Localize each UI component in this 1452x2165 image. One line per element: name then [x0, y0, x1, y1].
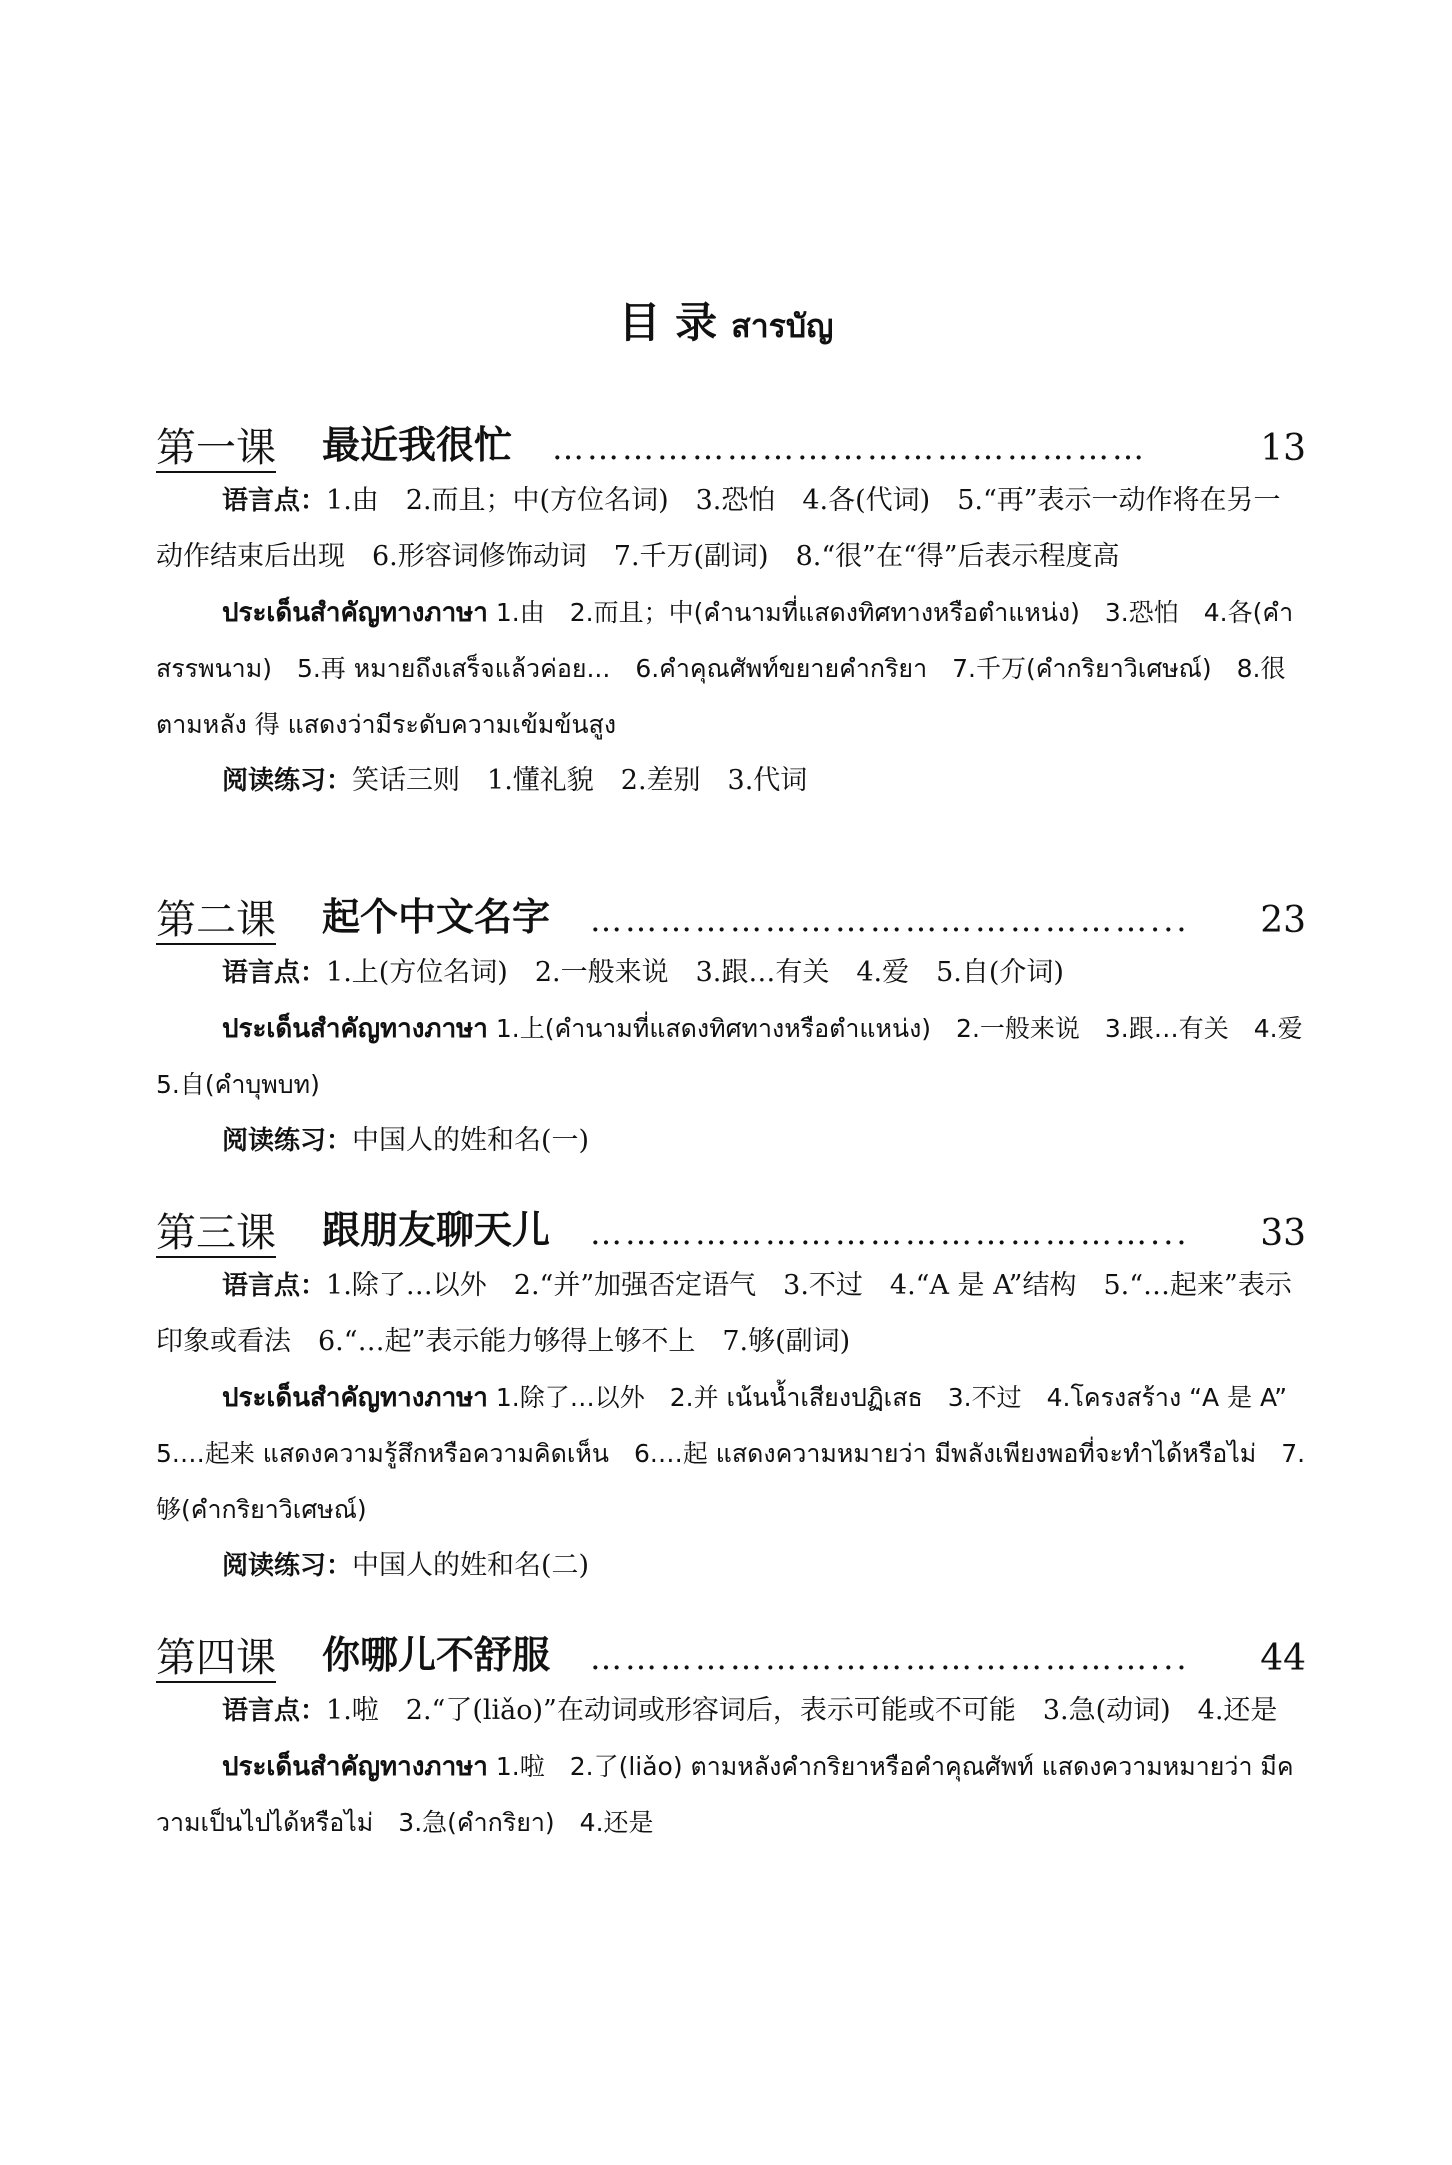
- page-number: 44: [1260, 1638, 1306, 1679]
- reading-exercise-text: 中国人的姓和名(一): [352, 1125, 590, 1156]
- language-points-thai-text: 1.啦 2.了(liǎo) ตามหลังคำกริยาหรือคำคุณศัพท์ แสดงความหมายว่า มีความเป็นไปได้หรือไม่ 3.急(คำกริยา) 4.还是: [156, 1752, 1294, 1837]
- language-points-text: 1.除了…以外 2.“并”加强否定语气 3.不过 4.“A 是 A”结构 5.“…起来”表示印象或看法 6.“…起”表示能力够得上够不上 7.够(副词): [156, 1270, 1292, 1357]
- language-points: [156, 1258, 1306, 1370]
- title-chinese: 目 录: [618, 298, 718, 347]
- language-points-text: 1.啦 2.“了(liǎo)”在动词或形容词后，表示可能或不可能 3.急(动词) 4.还是: [326, 1695, 1278, 1726]
- lesson-3: [156, 1190, 1313, 1594]
- dot-leader: …………………………………………...: [590, 1639, 1190, 1677]
- language-points-thai-label: ประเด็นสำคัญทางภาษา: [222, 598, 488, 628]
- page-number: 23: [1260, 900, 1306, 941]
- page-title: [0, 290, 1452, 352]
- language-points-text: 1.上(方位名词) 2.一般来说 3.跟…有关 4.爱 5.自(介词): [326, 957, 1064, 988]
- language-points-thai-label: ประเด็นสำคัญทางภาษา: [222, 1752, 488, 1782]
- language-points: [156, 945, 1306, 1001]
- lesson-2: [156, 877, 1328, 1169]
- language-points: [156, 473, 1306, 585]
- title-thai: สารบัญ: [731, 307, 834, 345]
- reading-exercise: [156, 753, 1306, 809]
- language-points-label: 语言点：: [222, 1696, 327, 1726]
- language-points-label: 语言点：: [222, 486, 327, 516]
- language-points-thai-label: ประเด็นสำคัญทางภาษา: [222, 1014, 488, 1044]
- language-points: [156, 1683, 1306, 1739]
- language-points-text: 1.由 2.而且；中(方位名词) 3.恐怕 4.各(代词) 5.“再”表示一动作将在另一动作结束后出现 6.形容词修饰动词 7.千万(副词) 8.“很”在“得”后表示程度高: [156, 485, 1281, 572]
- language-points-thai: [156, 585, 1306, 753]
- lesson-number: 第二课: [156, 897, 276, 943]
- language-points-thai: [156, 1001, 1328, 1113]
- lesson-title: 起个中文名字: [322, 894, 551, 939]
- language-points-thai-label: ประเด็นสำคัญทางภาษา: [222, 1383, 488, 1413]
- lesson-heading[interactable]: [156, 1190, 1306, 1258]
- language-points-thai: [156, 1370, 1313, 1538]
- language-points-thai-text: 1.除了…以外 2.并 เน้นน้ำเสียงปฏิเสธ 3.不过 4.โครงสร้าง “A 是 A” 5.…起来 แสดงความรู้สึกหรือความคิดเห็น 6.…起 แสดงความหมายว่า มีพลังเพียงพอที่จะทำได้หรือไม่ 7.够(คำกริยาวิเศษณ์): [156, 1383, 1313, 1524]
- lesson-number: 第四课: [156, 1635, 276, 1681]
- lesson-heading[interactable]: [156, 405, 1306, 473]
- language-points-thai-text: 1.由 2.而且；中(คำนามที่แสดงทิศทางหรือตำแหน่ง) 3.恐怕 4.各(คำสรรพนาม) 5.再 หมายถึงเสร็จแล้วค่อย... 6.คำคุณศัพท์ขยายคำกริยา 7.千万(คำกริยาวิเศษณ์) 8.很 ตามหลัง 得 แสดงว่ามีระดับความเข้มข้นสูง: [156, 598, 1294, 739]
- reading-exercise-text: 笑话三则 1.懂礼貌 2.差别 3.代词: [352, 765, 808, 796]
- dot-leader: ……………………………………………: [552, 429, 1148, 467]
- reading-exercise-label: 阅读练习：: [222, 1551, 353, 1581]
- language-points-label: 语言点：: [222, 1271, 327, 1301]
- reading-exercise-text: 中国人的姓和名(二): [352, 1550, 590, 1581]
- language-points-label: 语言点：: [222, 958, 327, 988]
- lesson-heading[interactable]: [156, 877, 1306, 945]
- language-points-thai-text: 1.上(คำนามที่แสดงทิศทางหรือตำแหน่ง) 2.一般来说 3.跟…有关 4.爱 5.自(คำบุพบท): [156, 1014, 1328, 1099]
- language-points-thai: [156, 1739, 1306, 1851]
- page-number: 33: [1260, 1213, 1306, 1254]
- lesson-number: 第三课: [156, 1210, 276, 1256]
- lesson-title: 跟朋友聊天儿: [322, 1207, 551, 1252]
- dot-leader: …………………………………………...: [590, 901, 1190, 939]
- lesson-title: 你哪儿不舒服: [322, 1632, 551, 1677]
- reading-exercise-label: 阅读练习：: [222, 766, 353, 796]
- lesson-4: [156, 1615, 1306, 1851]
- reading-exercise: [156, 1538, 1306, 1594]
- reading-exercise-label: 阅读练习：: [222, 1126, 353, 1156]
- dot-leader: …………………………………………...: [590, 1214, 1190, 1252]
- lesson-heading[interactable]: [156, 1615, 1306, 1683]
- lesson-title: 最近我很忙: [322, 422, 513, 467]
- lesson-1: [156, 405, 1306, 809]
- reading-exercise: [156, 1113, 1306, 1169]
- lesson-number: 第一课: [156, 425, 276, 471]
- page-number: 13: [1260, 428, 1306, 469]
